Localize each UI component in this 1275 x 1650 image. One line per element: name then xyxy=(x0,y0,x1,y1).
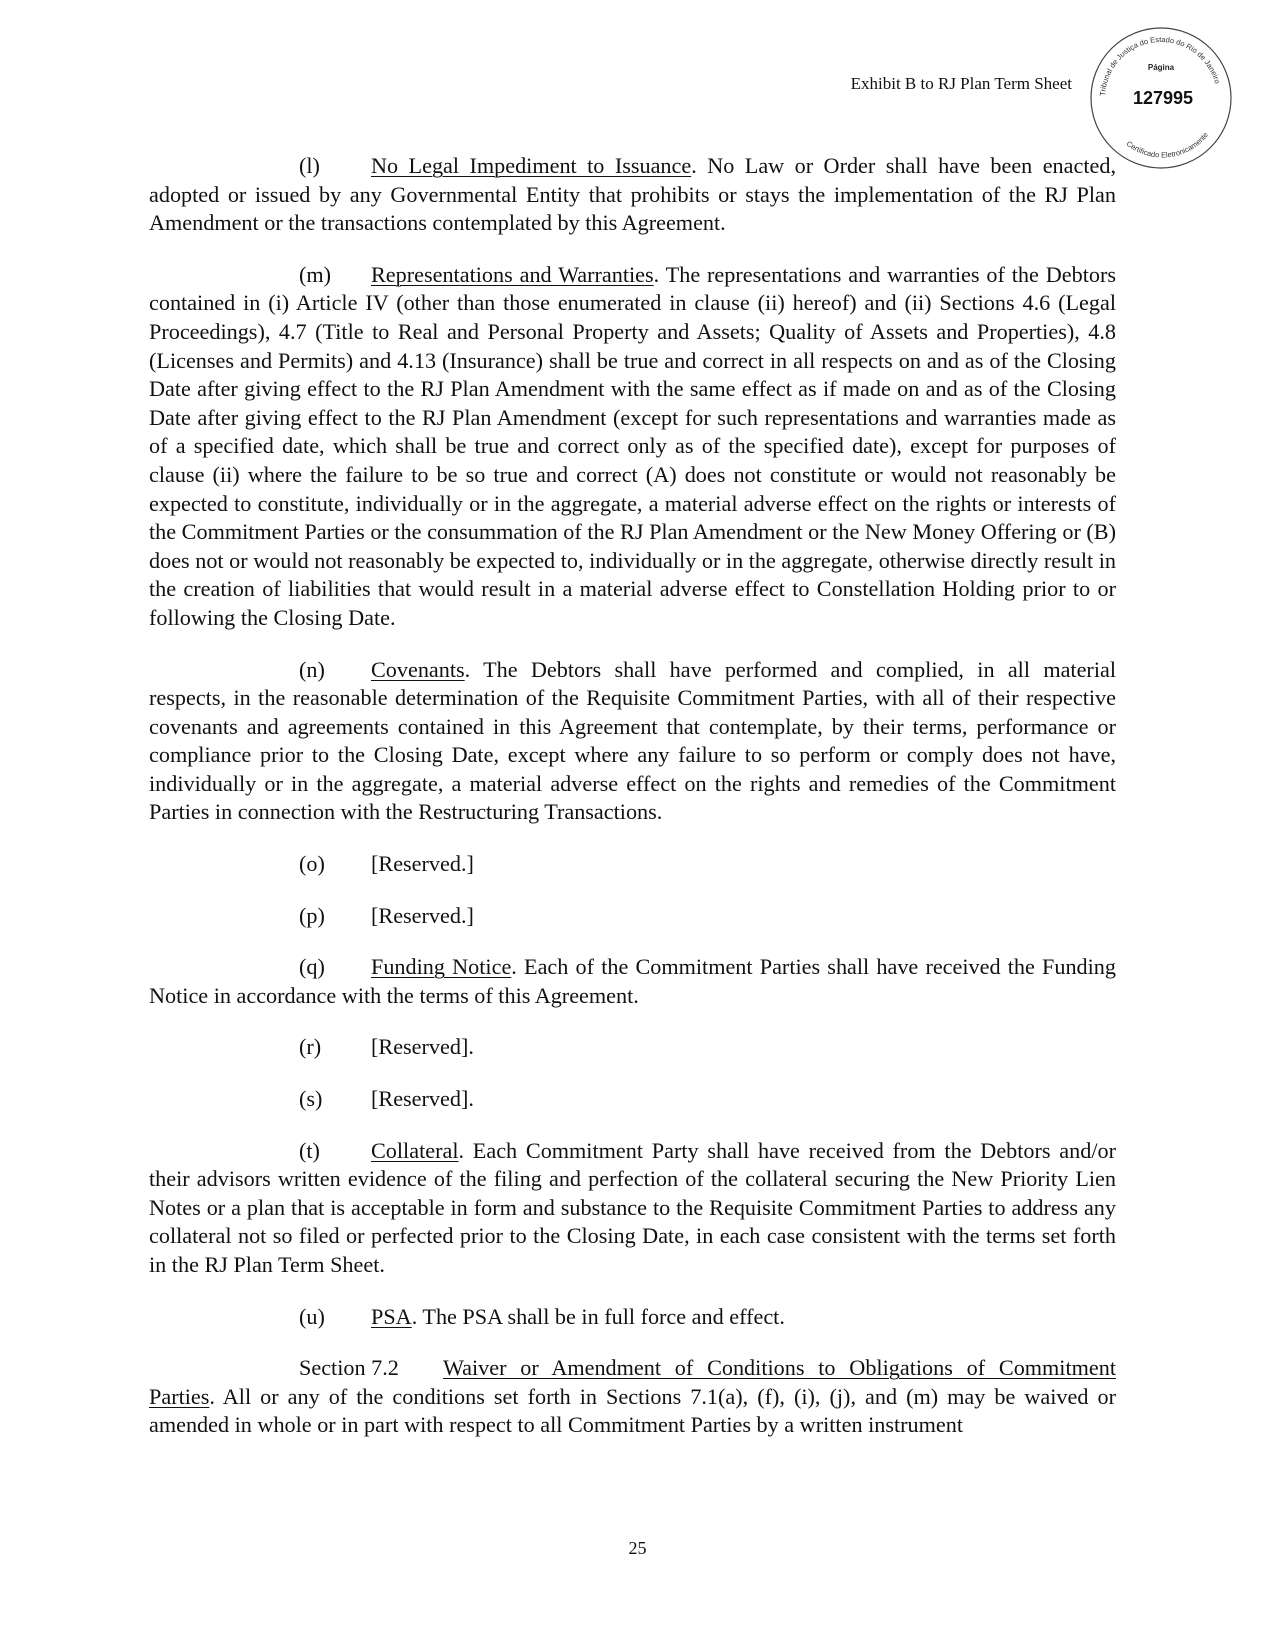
paragraph-heading: PSA xyxy=(371,1303,412,1329)
paragraph-label: (u) xyxy=(299,1303,325,1329)
paragraph-text: . No Law or Order shall have been enacted, adopted or issued by any Governmental Entity that prohibits or stays the implementation of the RJ Plan Amendment or the transactions contemplated by this Agreement. xyxy=(149,153,1116,236)
stamp-bottom-text: Certificado Eletronicamente xyxy=(1124,130,1211,160)
running-header: Exhibit B to RJ Plan Term Sheet xyxy=(850,74,1072,93)
paragraph-l xyxy=(149,152,1116,238)
paragraph-u xyxy=(149,1303,1116,1332)
paragraph-label: (r) xyxy=(299,1034,322,1060)
paragraph-label: (m) xyxy=(299,261,332,287)
paragraph-label: (q) xyxy=(299,954,325,980)
paragraph-text: . Each of the Commitment Parties shall have received the Funding Notice in accordance with the terms of this Agreement. xyxy=(149,954,1116,1008)
paragraph-p xyxy=(149,902,1116,931)
paragraph-text: [Reserved]. xyxy=(371,1034,474,1060)
paragraph-label: (t) xyxy=(299,1137,320,1163)
paragraph-heading: Covenants xyxy=(371,656,465,682)
svg-text:Certificado Eletronicamente xyxy=(1125,130,1210,159)
stamp-ring-text: Tribunal de Justiça do Estado do Rio de Janeiro xyxy=(1098,34,1223,97)
section-7-2 xyxy=(149,1354,1116,1440)
paragraph-text: . The Debtors shall have performed and complied, in all material respects, in the reasonable determination of the Requisite Commitment Parties, with all of their respective covenants and agreements contained in this Agreement that contemplate, by their terms, performance or compliance prior to the Closing Date, except where any failure to so perform or comply does not have, individually or in the aggregate, a material adverse effect on the rights and remedies of the Commitment Parties in connection with the Restructuring Transactions. xyxy=(149,656,1116,825)
section-label: Section 7.2 xyxy=(299,1355,399,1381)
page-number: 25 xyxy=(628,1538,647,1558)
paragraph-text: . The PSA shall be in full force and effect. xyxy=(411,1303,785,1329)
paragraph-text: . The representations and warranties of the Debtors contained in (i) Article IV (other than those enumerated in clause (ii) hereof) and (ii) Sections 4.6 (Legal Proceedings), 4.7 (Title to Real and Personal Property and Assets; Quality of Assets and Properties), 4.8 (Licenses and Permits) and 4.13 (Insurance) shall be true and correct in all respects on and as of the Closing Date after giving effect to the RJ Plan Amendment with the same effect as if made on and as of the Closing Date after giving effect to the RJ Plan Amendment (except for such representations and warranties made as of a specified date, which shall be true and correct only as of the specified date), except for purposes of clause (ii) where the failure to be so true and correct (A) does not constitute or would not reasonably be expected to constitute, individually or in the aggregate, a material adverse effect on the rights or interests of the Commitment Parties or the consummation of the RJ Plan Amendment or the New Money Offering or (B) does not or would not reasonably be expected to, individually or in the aggregate, otherwise directly result in the creation of liabilities that would result in a material adverse effect to Constellation Holding prior to or following the Closing Date. xyxy=(149,261,1116,630)
paragraph-heading: Collateral xyxy=(371,1137,459,1163)
paragraph-label: (s) xyxy=(299,1086,323,1112)
paragraph-label: (p) xyxy=(299,902,325,928)
document-body xyxy=(149,152,1116,1440)
stamp-page-label: Página xyxy=(1147,63,1175,72)
paragraph-t xyxy=(149,1137,1116,1280)
section-text: . All or any of the conditions set forth in Sections 7.1(a), (f), (i), (j), and (m) may be waived or amended in whole or in part with respect to all Commitment Parties by a written instrument xyxy=(149,1383,1116,1438)
section-heading: Waiver or Amendment of Conditions to Obligations of Commitment Parties xyxy=(149,1355,1116,1409)
paragraph-m xyxy=(149,261,1116,633)
paragraph-heading: Funding Notice xyxy=(371,954,512,980)
paragraph-label: (o) xyxy=(299,851,325,877)
paragraph-q xyxy=(149,953,1116,1010)
paragraph-label: (n) xyxy=(299,656,325,682)
stamp-page-number: 127995 xyxy=(1132,88,1194,108)
paragraph-r xyxy=(149,1033,1116,1062)
paragraph-s xyxy=(149,1085,1116,1114)
paragraph-heading: Representations and Warranties xyxy=(371,261,654,287)
paragraph-text: [Reserved]. xyxy=(371,1086,474,1112)
paragraph-heading: No Legal Impediment to Issuance xyxy=(371,153,692,178)
paragraph-text: [Reserved.] xyxy=(371,851,474,877)
paragraph-text: . Each Commitment Party shall have received from the Debtors and/or their advisors written evidence of the filing and perfection of the collateral securing the New Priority Lien Notes or a plan that is acceptable in form and substance to the Requisite Commitment Parties to address any collateral not so filed or perfected prior to the Closing Date, in each case consistent with the terms set forth in the RJ Plan Term Sheet. xyxy=(149,1137,1116,1277)
paragraph-label: (l) xyxy=(299,153,320,178)
paragraph-text: [Reserved.] xyxy=(371,902,474,928)
paragraph-o xyxy=(149,850,1116,879)
paragraph-n xyxy=(149,656,1116,828)
